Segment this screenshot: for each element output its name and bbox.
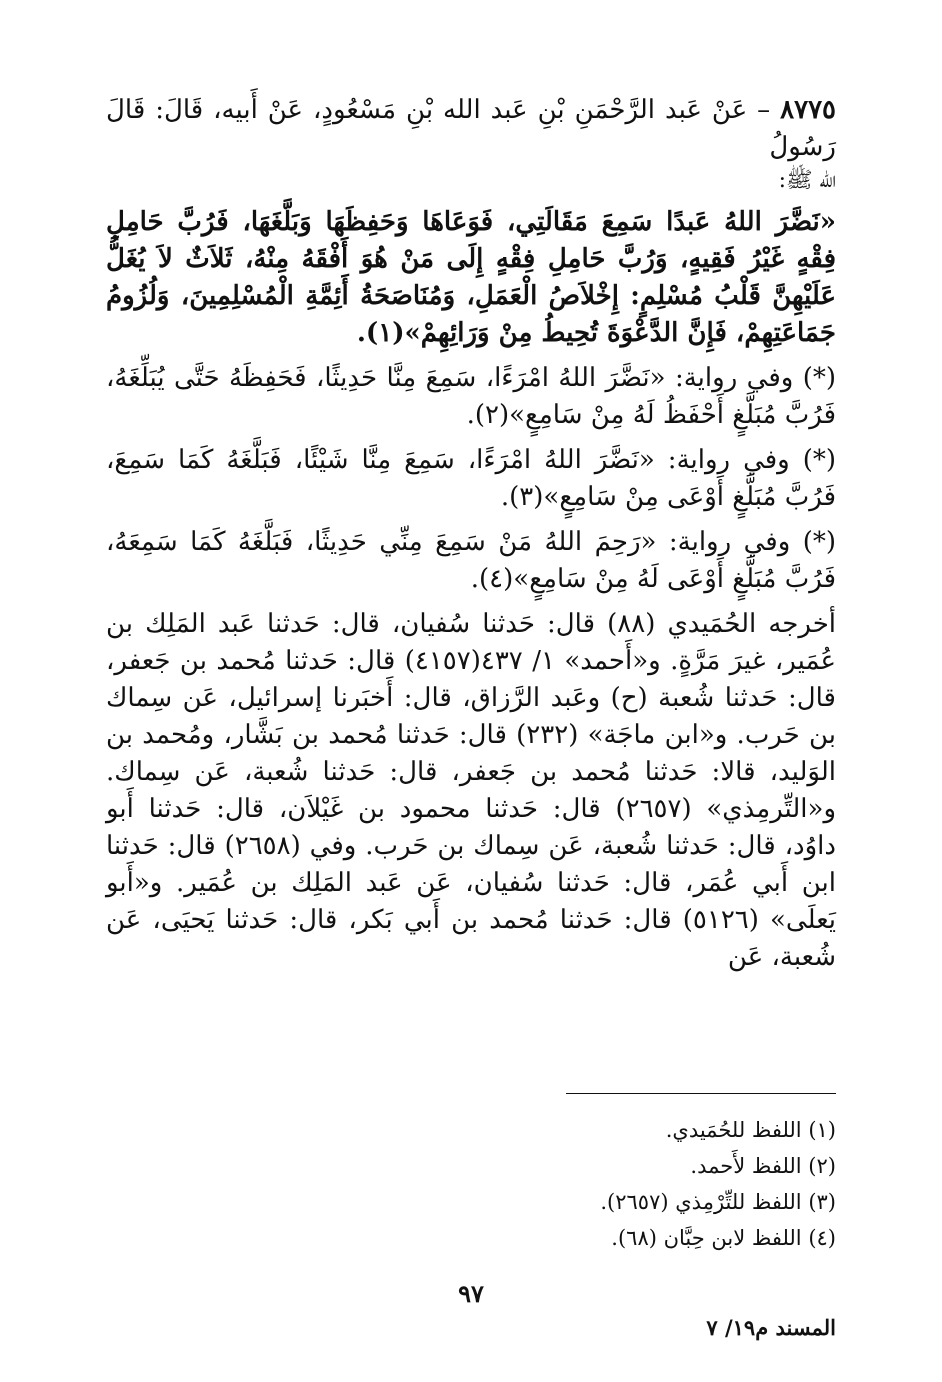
footnote-1: (١) اللفظ للحُمَيدي. (665, 1118, 836, 1142)
hadith-number: ٨٧٧٥ (780, 95, 837, 125)
main-body (106, 92, 836, 984)
volume-signature: المسند م١٩/ ٧ (706, 1315, 836, 1340)
riwaya-2: (*) وفي رواية: «نَضَّرَ اللهُ امْرَءًا، سَمِعَ مِنَّا شَيْئًا، فَبَلَّغَهُ كَمَا سَمِعَ، فَرُبَّ مُبَلَّغٍ أَوْعَى مِنْ سَامِعٍ»(٣). (106, 445, 836, 512)
footnote-divider (566, 1093, 836, 1094)
hadith-intro-continuation: الله ﷺ: (778, 168, 836, 193)
takhrij-text: أخرجه الحُمَيدي (٨٨) قال: حَدثنا سُفيان، قال: حَدثنا عَبد المَلِك بن عُمَير، غيرَ مَرَّةٍ. و«أَحمد» ١/ ٤٣٧(٤١٥٧) قال: حَدثنا مُحمد بن جَعفر، قال: حَدثنا شُعبة (ح) وعَبد الرَّزاق، قال: أَخبَرنا إسرائيل، عَن سِماك بن حَرب. و«ابن ماجَة» (٢٣٢) قال: حَدثنا مُحمد بن بَشَّار، ومُحمد بن الوَليد، قالا: حَدثنا مُحمد بن جَعفر، قال: حَدثنا شُعبة، عَن سِماك. و«التِّرمِذي» (٢٦٥٧) قال: حَدثنا محمود بن غَيْلاَن، قال: حَدثنا أَبو داوُد، قال: حَدثنا شُعبة، عَن سِماك بن حَرب. وفي (٢٦٥٨) قال: حَدثنا ابن أَبي عُمَر، قال: حَدثنا سُفيان، عَن عَبد المَلِك بن عُمَير. و«أَبو يَعلَى» (٥١٢٦) قال: حَدثنا مُحمد بن أَبي بَكر، قال: حَدثنا يَحيَى، عَن شُعبة، عَن (106, 609, 836, 972)
page-number: ٩٧ (458, 1279, 484, 1308)
riwaya-1: (*) وفي رواية: «نَضَّرَ اللهُ امْرَءًا، سَمِعَ مِنَّا حَدِيثًا، فَحَفِظَهُ حَتَّى يُبَلِّغَهُ، فَرُبَّ مُبَلَّغٍ أَحْفَظُ لَهُ مِنْ سَامِعٍ»(٢). (106, 363, 836, 430)
riwaya-3: (*) وفي رواية: «رَحِمَ اللهُ مَنْ سَمِعَ مِنِّي حَدِيثًا، فَبَلَّغَهُ كَمَا سَمِعَهُ، فَرُبَّ مُبَلَّغٍ أَوْعَى لَهُ مِنْ سَامِعٍ»(٤). (106, 527, 836, 594)
footnote-4: (٤) اللفظ لابن حِبَّان (٦٨). (611, 1226, 836, 1250)
hadith-intro-text: – عَنْ عَبد الرَّحْمَنِ بْنِ عَبد الله بْنِ مَسْعُودٍ، عَنْ أَبيه، قَالَ: قَالَ رَسُولُ (106, 95, 836, 162)
footnotes (106, 1112, 836, 1256)
hadith-main-text: «نَضَّرَ اللهُ عَبدًا سَمِعَ مَقَالَتِي، فَوَعَاهَا وَحَفِظَهَا وَبَلَّغَهَا، فَرُبَّ حَامِلِ فِقْهٍ غَيْرُ فَقِيهٍ، وَرُبَّ حَامِلِ فِقْهٍ إِلَى مَنْ هُوَ أَفْقَهُ مِنْهُ، ثَلاَثٌ لاَ يُغَلُّ عَلَيْهِنَّ قَلْبُ مُسْلِمٍ: إِخْلاَصُ الْعَمَلِ، وَمُنَاصَحَةُ أَئِمَّةِ الْمُسْلِمِينَ، وَلُزُومُ جَمَاعَتِهِمْ، فَإِنَّ الدَّعْوَةَ تُحِيطُ مِنْ وَرَائِهِمْ»(١). (106, 207, 836, 348)
hadith-intro (106, 92, 836, 166)
footnote-3: (٣) اللفظ للتِّرْمِذي (٢٦٥٧). (600, 1190, 836, 1214)
footnote-2: (٢) اللفظ لأَحمد. (690, 1154, 836, 1178)
